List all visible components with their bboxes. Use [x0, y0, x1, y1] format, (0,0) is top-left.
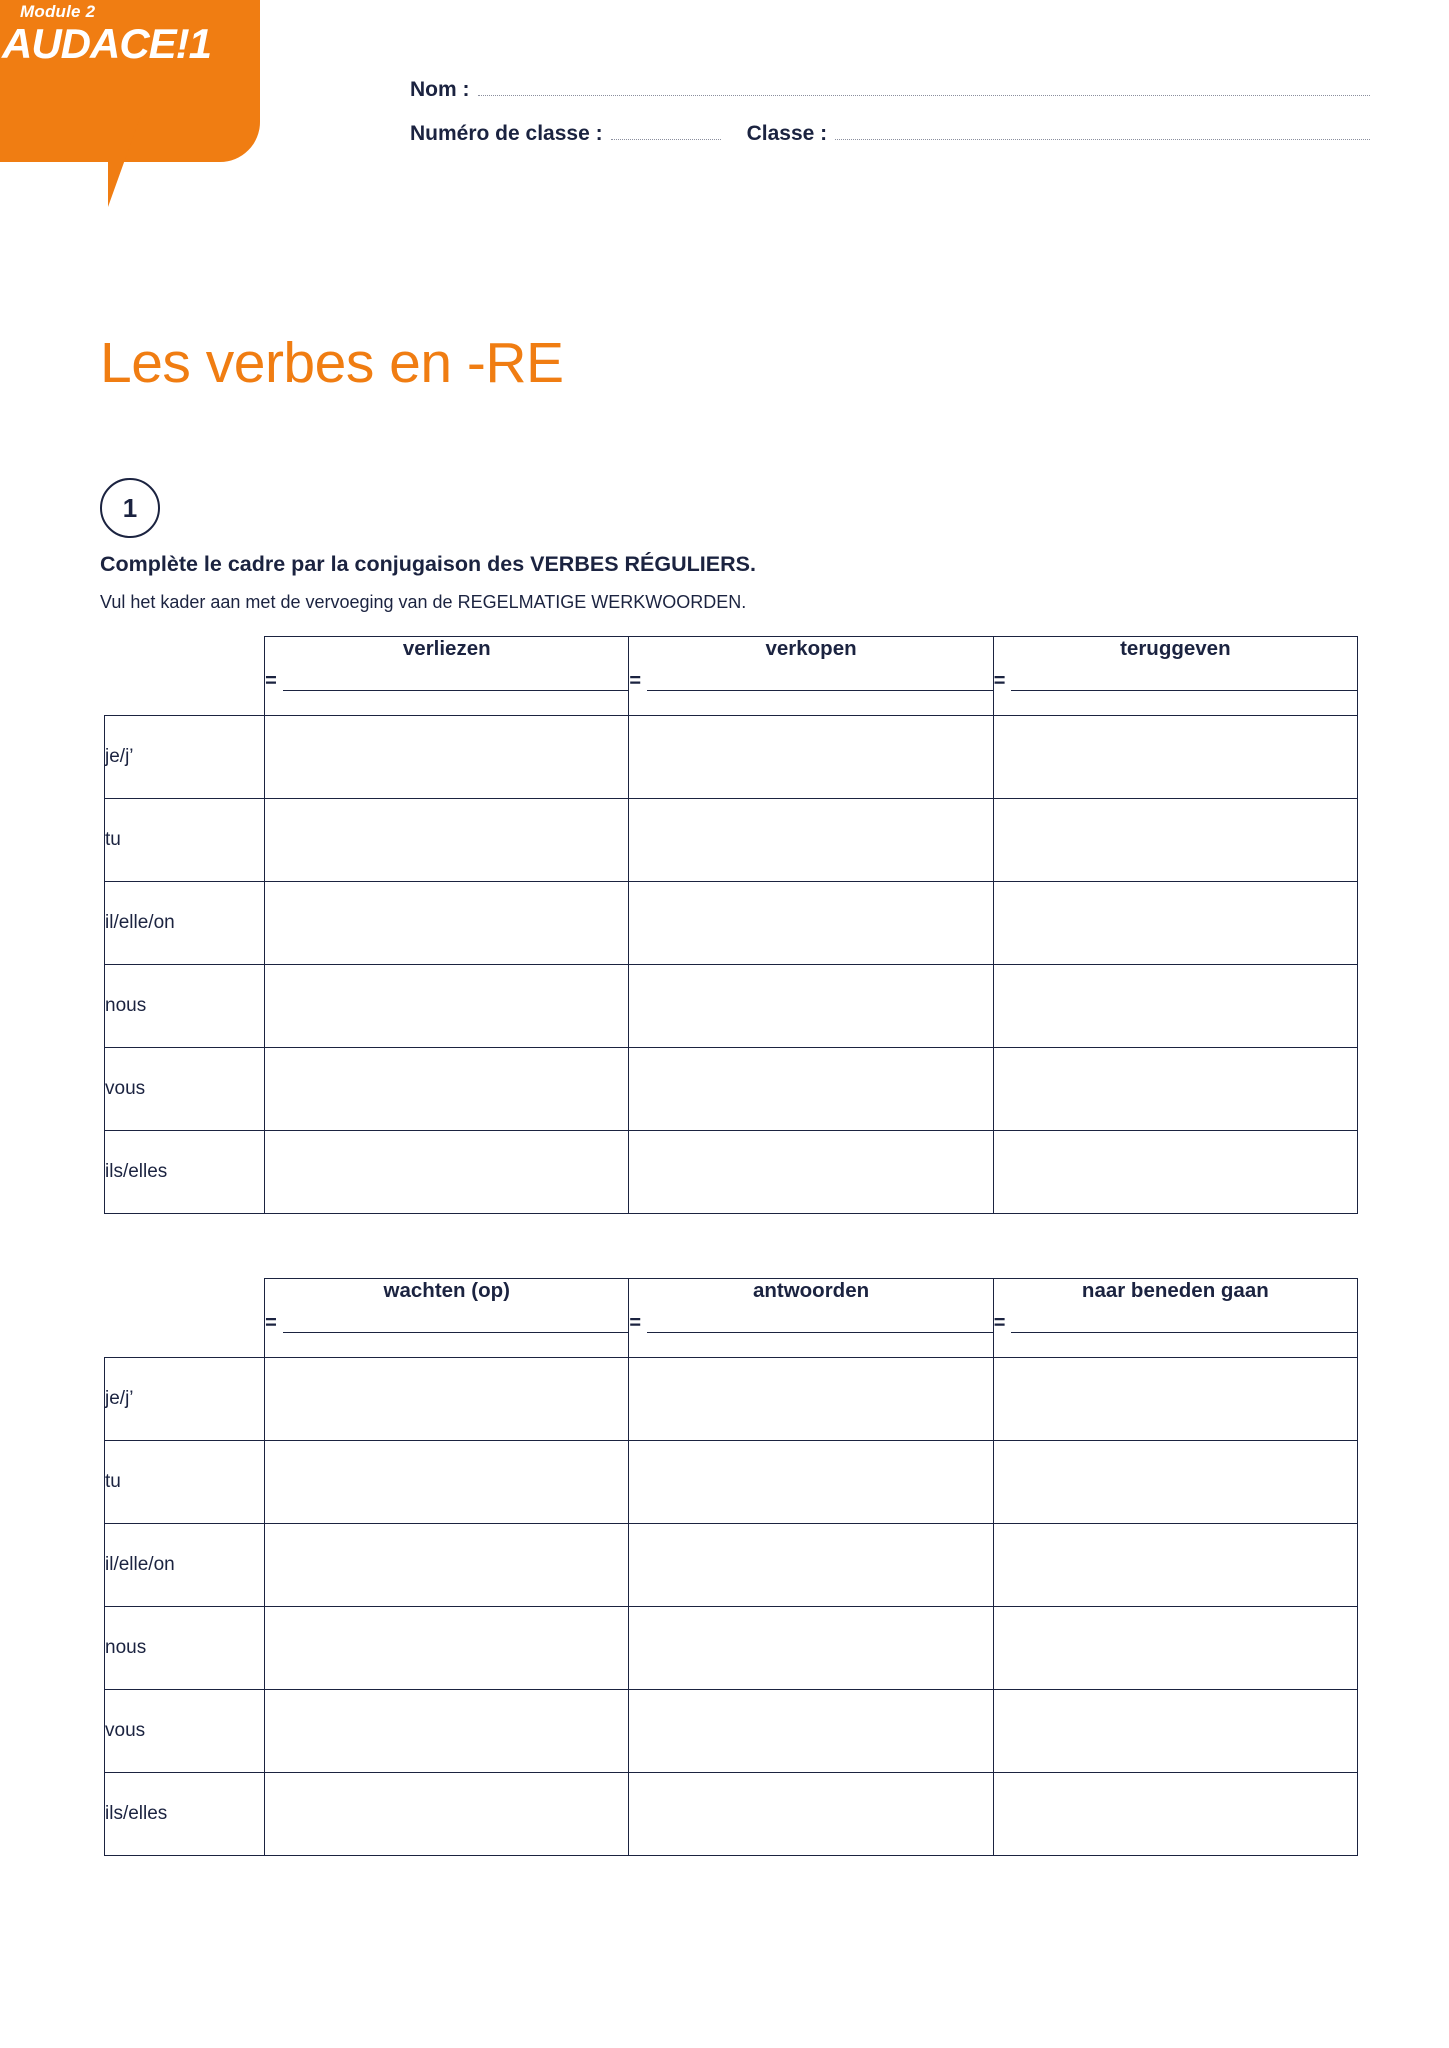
answer-cell[interactable] [629, 882, 993, 965]
answer-cell[interactable] [629, 1607, 993, 1690]
table-row [105, 1773, 1358, 1856]
verb-french-answer[interactable] [994, 671, 1357, 691]
conjugation-table-1 [104, 636, 1358, 1214]
table-header-row [105, 1279, 1358, 1358]
answer-cell[interactable] [993, 1131, 1357, 1214]
answer-cell[interactable] [629, 1358, 993, 1441]
table-row [105, 1441, 1358, 1524]
verb-dutch-label: wachten (op) [383, 1279, 510, 1302]
equals-sign: = [629, 1312, 642, 1334]
table-row [105, 1690, 1358, 1773]
answer-cell[interactable] [993, 1773, 1357, 1856]
answer-cell[interactable] [993, 1358, 1357, 1441]
answer-cell[interactable] [265, 1773, 629, 1856]
pronoun-label: nous [105, 1607, 265, 1690]
verb-dutch-label: verkopen [765, 637, 857, 660]
pronoun-label: tu [105, 1441, 265, 1524]
answer-cell[interactable] [629, 1773, 993, 1856]
pronoun-label: vous [105, 1690, 265, 1773]
answer-blank[interactable] [283, 1315, 629, 1333]
equals-sign: = [993, 1312, 1006, 1334]
table-row [105, 1358, 1358, 1441]
answer-cell[interactable] [265, 799, 629, 882]
table-row [105, 1131, 1358, 1214]
pronoun-label: je/j’ [105, 716, 265, 799]
verb-french-answer[interactable] [265, 671, 628, 691]
answer-cell[interactable] [265, 1690, 629, 1773]
verb-dutch-label: naar beneden gaan [1081, 1279, 1269, 1302]
equals-sign: = [265, 670, 277, 692]
equals-sign: = [265, 1312, 277, 1334]
answer-cell[interactable] [265, 716, 629, 799]
verb-header-cell [265, 637, 629, 716]
answer-cell[interactable] [993, 799, 1357, 882]
answer-cell[interactable] [265, 1441, 629, 1524]
answer-cell[interactable] [265, 965, 629, 1048]
answer-blank[interactable] [1011, 673, 1357, 691]
pronoun-label: nous [105, 965, 265, 1048]
answer-cell[interactable] [993, 1048, 1357, 1131]
answer-cell[interactable] [265, 1607, 629, 1690]
answer-cell[interactable] [993, 1524, 1357, 1607]
answer-cell[interactable] [993, 1441, 1357, 1524]
answer-cell[interactable] [265, 882, 629, 965]
answer-cell[interactable] [629, 799, 993, 882]
brand-logo-bubble [0, 0, 260, 162]
class-row [410, 122, 1370, 146]
name-label: Nom : [410, 78, 470, 101]
answer-cell[interactable] [265, 1048, 629, 1131]
exercise-number-badge: 1 [100, 478, 160, 538]
answer-blank[interactable] [283, 673, 629, 691]
answer-cell[interactable] [265, 1358, 629, 1441]
answer-cell[interactable] [629, 1131, 993, 1214]
table-row [105, 882, 1358, 965]
class-label: Classe : [746, 122, 828, 145]
pronoun-label: vous [105, 1048, 265, 1131]
answer-cell[interactable] [993, 965, 1357, 1048]
class-input[interactable] [835, 125, 1370, 140]
table-row [105, 1524, 1358, 1607]
answer-blank[interactable] [1011, 1315, 1357, 1333]
verb-dutch-label: antwoorden [752, 1279, 870, 1302]
pronoun-label: ils/elles [105, 1131, 265, 1214]
answer-cell[interactable] [629, 1524, 993, 1607]
verb-dutch-label: verliezen [402, 637, 491, 660]
class-number-input[interactable] [611, 125, 721, 140]
answer-blank[interactable] [647, 673, 993, 691]
verb-french-answer[interactable] [629, 1313, 992, 1333]
pronoun-label: ils/elles [105, 1773, 265, 1856]
conjugation-table-2 [104, 1278, 1358, 1856]
answer-cell[interactable] [629, 1048, 993, 1131]
instruction-french: Complète le cadre par la conjugaison des VERBES RÉGULIERS. [100, 552, 756, 576]
logo-title: AUDACE!1 [2, 20, 212, 67]
answer-cell[interactable] [629, 1441, 993, 1524]
equals-sign: = [993, 670, 1006, 692]
header-spacer [105, 637, 265, 716]
answer-cell[interactable] [993, 882, 1357, 965]
verb-header-cell [993, 1279, 1357, 1358]
verb-header-cell [993, 637, 1357, 716]
answer-cell[interactable] [629, 716, 993, 799]
verb-header-cell [629, 637, 993, 716]
verb-header-cell [629, 1279, 993, 1358]
table-row [105, 1607, 1358, 1690]
verb-dutch-label: teruggeven [1120, 637, 1231, 660]
answer-cell[interactable] [993, 716, 1357, 799]
speech-bubble-tail-icon [108, 112, 142, 207]
answer-cell[interactable] [629, 965, 993, 1048]
answer-blank[interactable] [647, 1315, 993, 1333]
answer-cell[interactable] [993, 1607, 1357, 1690]
table-header-row [105, 637, 1358, 716]
verb-header-cell [265, 1279, 629, 1358]
answer-cell[interactable] [265, 1131, 629, 1214]
logo-module-label: Module 2 [20, 2, 96, 21]
identity-block [410, 78, 1370, 166]
table-row [105, 716, 1358, 799]
answer-cell[interactable] [993, 1690, 1357, 1773]
table-row [105, 799, 1358, 882]
verb-french-answer[interactable] [994, 1313, 1357, 1333]
name-input[interactable] [478, 81, 1371, 96]
page-title: Les verbes en -RE [100, 331, 564, 395]
pronoun-label: je/j’ [105, 1358, 265, 1441]
table-row [105, 1048, 1358, 1131]
pronoun-label: tu [105, 799, 265, 882]
answer-cell[interactable] [629, 1690, 993, 1773]
header-spacer [105, 1279, 265, 1358]
pronoun-label: il/elle/on [105, 882, 265, 965]
class-number-label: Numéro de classe : [410, 122, 603, 145]
equals-sign: = [629, 670, 642, 692]
answer-cell[interactable] [265, 1524, 629, 1607]
verb-french-answer[interactable] [265, 1313, 628, 1333]
name-row [410, 78, 1370, 102]
instruction-dutch: Vul het kader aan met de vervoeging van de REGELMATIGE WERKWOORDEN. [100, 592, 747, 612]
pronoun-label: il/elle/on [105, 1524, 265, 1607]
verb-french-answer[interactable] [629, 671, 992, 691]
table-row [105, 965, 1358, 1048]
